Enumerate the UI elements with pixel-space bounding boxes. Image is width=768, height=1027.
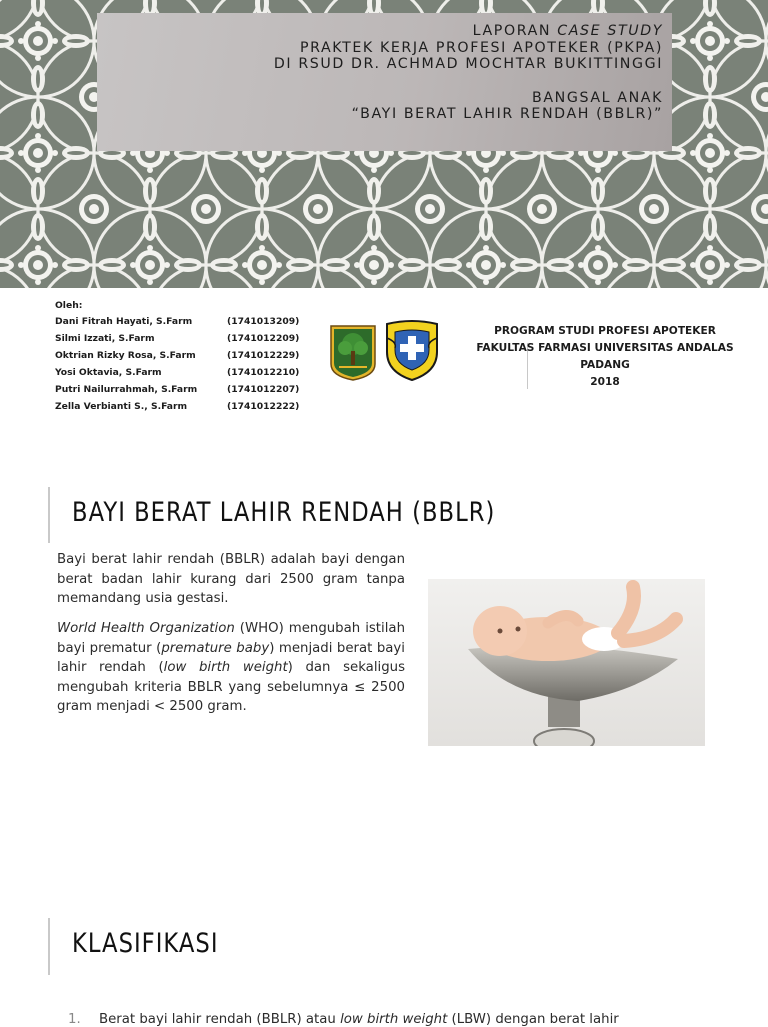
title-line-1 [97, 23, 663, 40]
program-info [450, 323, 760, 391]
list-text-2: (LBW) dengan berat lahir [447, 1012, 619, 1027]
author-name: Oktrian Rizky Rosa, S.Farm [55, 350, 196, 361]
author-nim: (1741012210) [227, 367, 300, 378]
list-number: 1. [68, 1012, 81, 1027]
author-nim: (1741012209) [227, 333, 300, 344]
paragraph-definition: Bayi berat lahir rendah (BBLR) adalah bayi dengan berat badan lahir kurang dari 2500 gram tanpa memandang usia gestasi. [57, 552, 405, 606]
program-line: 2018 [590, 376, 620, 388]
lbw-italic: low birth weight [163, 660, 288, 675]
section-title-bblr: BAYI BERAT LAHIR RENDAH (BBLR) [72, 497, 496, 528]
author-row [55, 330, 310, 347]
author-row [55, 398, 310, 415]
unand-tree-logo [329, 324, 377, 381]
author-row [55, 364, 310, 381]
who-text-3: ) dan sekaligus mengubah kriteria BBLR yang sebelumnya ≤ 2500 gram menjadi < 2500 gram. [57, 660, 406, 714]
who-text-2: ) menjadi berat bayi lahir rendah ( [57, 640, 405, 675]
title-line-3: DI RSUD DR. ACHMAD MOCHTAR BUKITTINGGI [273, 56, 663, 72]
title-line-2: PRAKTEK KERJA PROFESI APOTEKER (PKPA) [299, 39, 663, 56]
who-italic: World Health Organization [57, 621, 235, 636]
author-nim: (1741012207) [227, 384, 300, 395]
author-row [55, 347, 310, 364]
paragraph-who [57, 619, 405, 717]
program-line: FAKULTAS FARMASI UNIVERSITAS ANDALAS [476, 342, 734, 354]
title-line-1-prefix: LAPORAN [472, 23, 558, 39]
section-accent-bar [48, 487, 50, 543]
list-italic: low birth weight [340, 1012, 448, 1027]
list-text-1: Berat bayi lahir rendah (BBLR) atau [99, 1012, 341, 1027]
premature-italic: premature baby [161, 640, 270, 656]
cover-title-box [97, 13, 672, 151]
author-name: Zella Verbianti S., S.Farm [55, 401, 188, 412]
title-spacer [97, 73, 663, 90]
title-line-4: BANGSAL ANAK [532, 89, 663, 106]
author-nim: (1741012222) [227, 401, 300, 412]
title-line-1-italic: CASE STUDY [557, 23, 663, 39]
section-title-klasifikasi: KLASIFIKASI [72, 928, 219, 959]
program-line: PADANG [580, 359, 630, 371]
title-line-5: “BAYI BERAT LAHIR RENDAH (BBLR)” [351, 106, 663, 122]
author-name: Putri Nailurrahmah, S.Farm [55, 384, 198, 395]
list-item [68, 1012, 768, 1027]
author-row [55, 381, 310, 398]
author-nim: (1741012229) [227, 350, 300, 361]
oleh-label: Oleh: [55, 300, 83, 311]
rsud-shield-logo [383, 318, 441, 382]
author-row [55, 313, 310, 330]
author-list [55, 298, 310, 415]
baby-on-scale-photo [428, 579, 705, 746]
author-name: Dani Fitrah Hayati, S.Farm [55, 316, 193, 327]
author-nim: (1741013209) [227, 316, 300, 327]
author-name: Silmi Izzati, S.Farm [55, 333, 155, 344]
program-line: PROGRAM STUDI PROFESI APOTEKER [494, 325, 716, 337]
author-name: Yosi Oktavia, S.Farm [55, 367, 162, 378]
who-text-1: (WHO) mengubah istilah bayi prematur ( [57, 621, 405, 656]
section-accent-bar [48, 918, 50, 975]
